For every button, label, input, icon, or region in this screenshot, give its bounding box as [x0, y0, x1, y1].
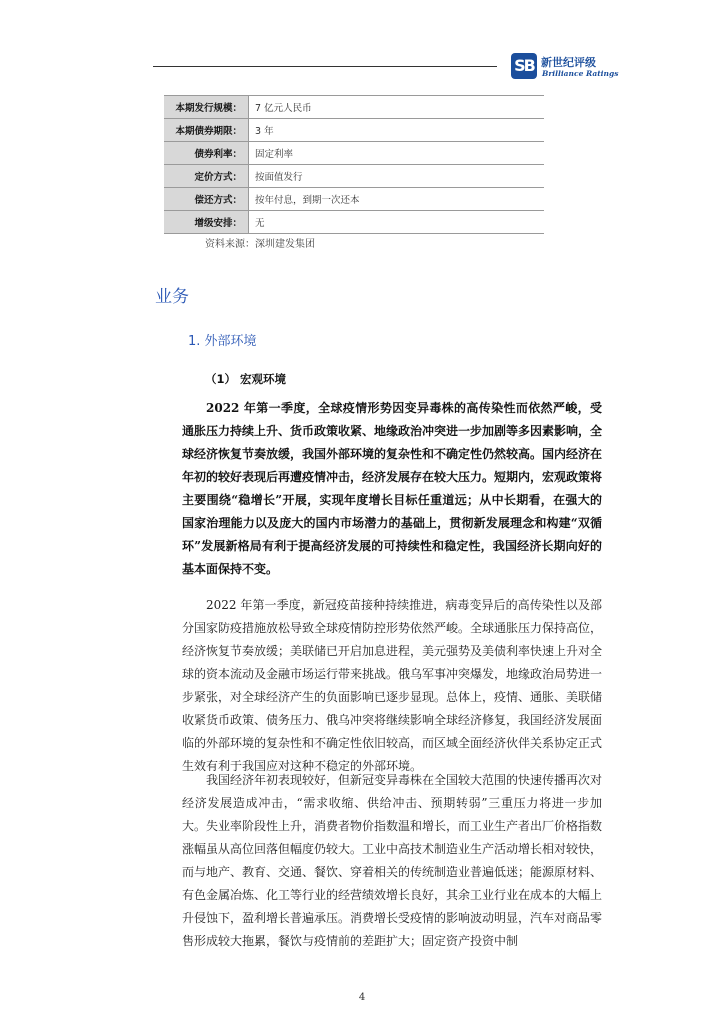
table-row	[164, 188, 544, 211]
subsection-title: 1. 外部环境	[188, 334, 257, 349]
row-label: 偿还方式：	[164, 188, 249, 211]
row-value: 固定利率	[249, 142, 545, 165]
logo-mark: SB	[511, 53, 537, 79]
row-value: 7 亿元人民币	[249, 96, 545, 119]
page-number: 4	[358, 992, 366, 1003]
table-row	[164, 119, 544, 142]
summary-paragraph: 2022 年第一季度，全球疫情形势因变异毒株的高传染性而依然严峻，受通胀压力持续上升、货币政策收紧、地缘政治冲突进一步加剧等多因素影响，全球经济恢复节奏放缓，我国外部环境的复杂性和不确定性仍然较高。国内经济在年初的较好表现后再遭疫情冲击，经济发展存在较大压力。短期内，宏观政策将主要围绕“稳增长”开展，实现年度增长目标任重道远；从中长期看，在强大的国家治理能力以及庞大的国内市场潜力的基础上，贯彻新发展理念和构建“双循环”发展新格局有利于提高经济发展的可持续性和稳定性，我国经济长期向好的基本面保持不变。	[182, 401, 603, 576]
table-row	[164, 165, 544, 188]
row-value: 无	[249, 211, 545, 234]
subsubsection-title: （1） 宏观环境	[205, 372, 287, 386]
row-value: 3 年	[249, 119, 545, 142]
body-paragraph: 我国经济年初表现较好，但新冠变异毒株在全国较大范围的快速传播再次对经济发展造成冲击，“需求收缩、供给冲击、预期转弱”三重压力将进一步加大。失业率阶段性上升，消费者物价指数温和增长，而工业生产者出厂价格指数涨幅虽从高位回落但幅度仍较大。工业中高技术制造业生产活动增长相对较快，而与地产、教育、交通、餐饮、穿着相关的传统制造业普遍低迷；能源原材料、有色金属冶炼、化工等行业的经营绩效增长良好，其余工业行业在成本的大幅上升侵蚀下，盈利增长普遍承压。消费增长受疫情的影响波动明显，汽车对商品零售形成较大拖累，餐饮与疫情前的差距扩大；固定资产投资中制	[182, 773, 603, 948]
row-label: 定价方式：	[164, 165, 249, 188]
body-paragraph: 2022 年第一季度，新冠疫苗接种持续推进，病毒变异后的高传染性以及部分国家防疫措施放松导致全球疫情防控形势依然严峻。全球通胀压力保持高位，经济恢复节奏放缓；美联储已开启加息进程，美元强势及美债利率快速上升对全球的资本流动及金融市场运行带来挑战。俄乌军事冲突爆发，地缘政治局势进一步紧张，对全球经济产生的负面影响已逐步显现。总体上，疫情、通胀、美联储收紧货币政策、债务压力、俄乌冲突将继续影响全球经济修复，我国经济发展面临的外部环境的复杂性和不确定性依旧较高，而区域全面经济伙伴关系协定正式生效有利于我国应对这种不稳定的外部环境。	[182, 598, 603, 773]
table-row	[164, 96, 544, 119]
table-row	[164, 142, 544, 165]
table-source-note: 资料来源：深圳建发集团	[205, 239, 315, 250]
row-label: 本期债券期限：	[164, 119, 249, 142]
row-value: 按年付息，到期一次还本	[249, 188, 545, 211]
table-row	[164, 211, 544, 234]
bond-terms-table	[164, 95, 544, 234]
row-value: 按面值发行	[249, 165, 545, 188]
row-label: 增级安排：	[164, 211, 249, 234]
row-label: 债券利率：	[164, 142, 249, 165]
row-label: 本期发行规模：	[164, 96, 249, 119]
logo-chinese-name: 新世纪评级	[541, 56, 596, 69]
header-rule	[153, 66, 497, 67]
section-title: 业务	[155, 287, 189, 307]
company-logo	[511, 53, 619, 85]
logo-english-name: Brilliance Ratings	[542, 69, 619, 78]
